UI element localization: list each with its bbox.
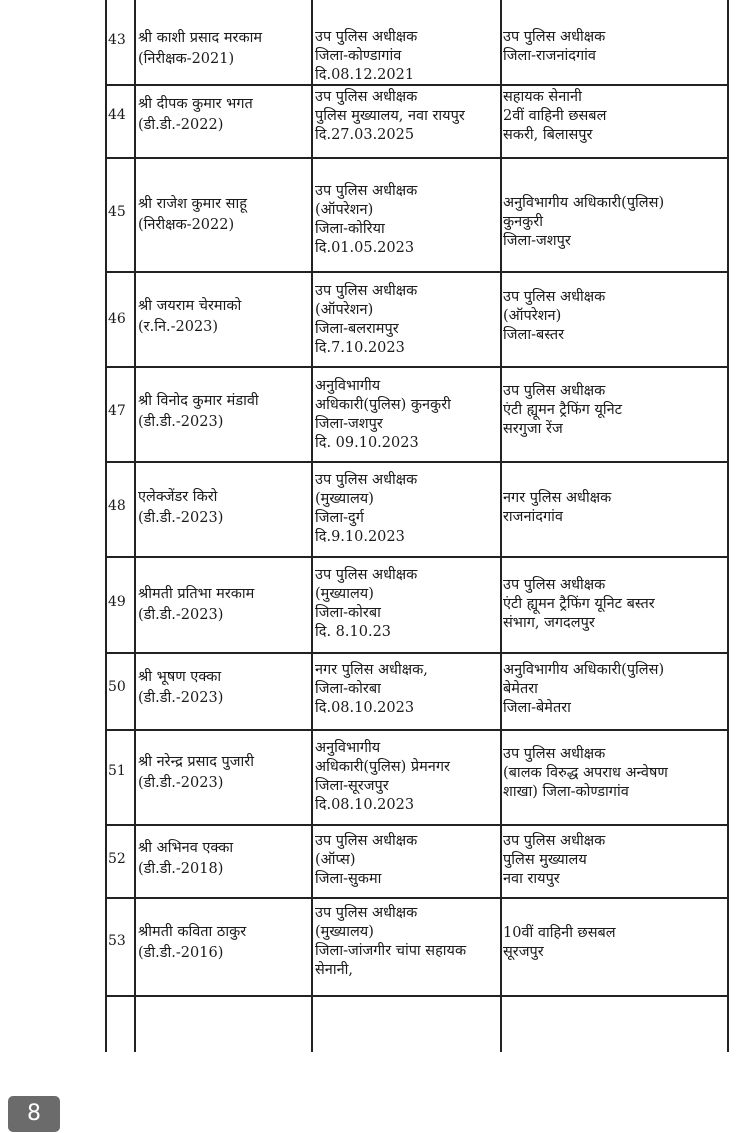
posting-line: जिला-सूरजपुर <box>315 778 389 794</box>
posting-line: सरगुजा रेंज <box>503 421 563 437</box>
posting-line: उप पुलिस अधीक्षक <box>315 89 418 105</box>
posting-line: (मुख्यालय) <box>315 586 374 602</box>
posting-line: जिला-कोण्डागांव <box>315 48 402 64</box>
posting-date: दि.01.05.2023 <box>315 240 415 256</box>
officer-name-cell <box>138 838 310 880</box>
officer-rank-batch: (डी.डी.-2023) <box>138 607 224 623</box>
posting-line: (ऑप्स) <box>315 852 356 868</box>
posting-line: उप पुलिस अधीक्षक <box>315 283 418 299</box>
table-row-divider <box>105 897 728 899</box>
posting-line: जिला-कोरबा <box>315 681 381 697</box>
serial-number: 47 <box>108 403 126 419</box>
posting-line: उप पुलिस अधीक्षक <box>503 833 606 849</box>
posting-date: दि.08.12.2021 <box>315 67 415 83</box>
posting-line: (मुख्यालय) <box>315 924 374 940</box>
table-row-divider <box>105 652 728 654</box>
posting-line: (ऑपरेशन) <box>503 308 562 324</box>
posting-line: जिला-जशपुर <box>503 233 571 249</box>
officer-rank-batch: (डी.डी.-2022) <box>138 117 224 133</box>
officer-name-cell <box>138 752 310 794</box>
officer-rank-batch: (डी.डी.-2023) <box>138 690 224 706</box>
officer-name-cell <box>138 296 310 338</box>
posting-line: जिला-कोरिया <box>315 221 385 237</box>
posting-line: जिला-जशपुर <box>315 416 383 432</box>
posting-date: दि.08.10.2023 <box>315 700 415 716</box>
posting-line: शाखा) जिला-कोण्डागांव <box>503 784 629 800</box>
posting-line: जिला-बलरामपुर <box>315 321 399 337</box>
posting-line: जिला-कोरबा <box>315 605 381 621</box>
officer-name: श्री दीपक कुमार भगत <box>138 96 253 112</box>
posting-line: जिला-बेमेतरा <box>503 700 571 716</box>
current-posting-cell <box>315 282 501 358</box>
officer-name-cell <box>138 194 310 236</box>
officer-name: श्री काशी प्रसाद मरकाम <box>138 30 263 46</box>
current-posting-cell <box>315 88 501 145</box>
serial-number: 48 <box>108 498 126 514</box>
posting-date: दि.7.10.2023 <box>315 340 405 356</box>
posting-line: नगर पुलिस अधीक्षक, <box>315 662 428 678</box>
current-posting-cell <box>315 28 501 85</box>
serial-number: 51 <box>108 763 126 779</box>
posting-line: नगर पुलिस अधीक्षक <box>503 490 612 506</box>
posting-line: उप पुलिस अधीक्षक <box>503 289 606 305</box>
posting-line: (बालक विरुद्ध अपराध अन्वेषण <box>503 765 668 781</box>
table-row-divider <box>105 729 728 731</box>
current-posting-cell <box>315 739 501 815</box>
officer-name-cell <box>138 922 310 964</box>
posting-line: उप पुलिस अधीक्षक <box>503 746 606 762</box>
officer-rank-batch: (डी.डी.-2018) <box>138 861 224 877</box>
officer-name-cell <box>138 584 310 626</box>
posting-line: सेनानी, <box>315 962 354 978</box>
posting-date: दि. 8.10.23 <box>315 624 392 640</box>
table-row-divider <box>105 824 728 826</box>
serial-number: 52 <box>108 851 126 867</box>
table-row-divider <box>105 366 728 368</box>
posting-line: उप पुलिस अधीक्षक <box>315 29 418 45</box>
posting-line: (मुख्यालय) <box>315 491 374 507</box>
posting-line: उप पुलिस अधीक्षक <box>503 383 606 399</box>
posting-line: जिला-दुर्ग <box>315 510 364 526</box>
current-posting-cell <box>315 566 501 642</box>
posting-line: सहायक सेनानी <box>503 89 582 105</box>
officer-rank-batch: (डी.डी.-2023) <box>138 510 224 526</box>
posting-line: उप पुलिस अधीक्षक <box>315 472 418 488</box>
officer-name-cell <box>138 94 310 136</box>
posting-date: दि. 09.10.2023 <box>315 435 419 451</box>
posting-line: पुलिस मुख्यालय, नवा रायपुर <box>315 108 465 124</box>
posting-line: सूरजपुर <box>503 944 544 960</box>
new-posting-cell <box>503 28 725 66</box>
posting-line: उप पुलिस अधीक्षक <box>503 29 606 45</box>
posting-line: नवा रायपुर <box>503 871 560 887</box>
officer-rank-batch: (डी.डी.-2023) <box>138 414 224 430</box>
officer-name: श्री विनोद कुमार मंडावी <box>138 393 259 409</box>
officer-name-cell <box>138 28 310 70</box>
officer-name: श्री भूषण एक्का <box>138 669 222 685</box>
new-posting-cell <box>503 288 725 345</box>
officer-name: श्री नरेन्द्र प्रसाद पुजारी <box>138 754 254 770</box>
officer-name-cell <box>138 667 310 709</box>
posting-date: दि.27.03.2025 <box>315 127 415 143</box>
officer-rank-batch: (निरीक्षक-2022) <box>138 217 235 233</box>
current-posting-cell <box>315 661 501 718</box>
posting-line: अधिकारी(पुलिस) प्रेमनगर <box>315 759 450 775</box>
posting-line: जिला-सुकमा <box>315 871 382 887</box>
posting-line: एंटी ह्यूमन ट्रैफिंग यूनिट बस्तर <box>503 596 655 612</box>
officer-rank-batch: (डी.डी.-2023) <box>138 775 224 791</box>
posting-line: अधिकारी(पुलिस) कुनकुरी <box>315 397 451 413</box>
posting-line: पुलिस मुख्यालय <box>503 852 587 868</box>
officer-name: एलेक्जेंडर किरो <box>138 489 218 505</box>
officer-rank-batch: (र.नि.-2023) <box>138 319 219 335</box>
serial-number: 45 <box>108 204 126 220</box>
serial-number: 46 <box>108 311 126 327</box>
posting-line: अनुविभागीय अधिकारी(पुलिस) <box>503 662 665 678</box>
posting-line: उप पुलिस अधीक्षक <box>503 577 606 593</box>
officer-name: श्रीमती प्रतिभा मरकाम <box>138 586 255 602</box>
officer-rank-batch: (डी.डी.-2016) <box>138 945 224 961</box>
posting-line: 10वीं वाहिनी छसबल <box>503 925 616 941</box>
officer-name-cell <box>138 391 310 433</box>
posting-line: कुनकुरी <box>503 214 544 230</box>
posting-line: (ऑपरेशन) <box>315 202 374 218</box>
serial-number: 43 <box>108 32 126 48</box>
table-row-divider <box>105 461 728 463</box>
new-posting-cell <box>503 88 725 145</box>
officer-name: श्रीमती कविता ठाकुर <box>138 924 247 940</box>
posting-line: (ऑपरेशन) <box>315 302 374 318</box>
new-posting-cell <box>503 661 725 718</box>
officer-name: श्री जयराम चेरमाको <box>138 298 242 314</box>
officer-name-cell <box>138 487 310 529</box>
posting-date: दि.08.10.2023 <box>315 797 415 813</box>
serial-number: 44 <box>108 107 126 123</box>
officer-name: श्री राजेश कुमार साहू <box>138 196 247 212</box>
posting-line: बेमेतरा <box>503 681 538 697</box>
new-posting-cell <box>503 194 725 251</box>
new-posting-cell <box>503 489 725 527</box>
posting-date: दि.9.10.2023 <box>315 529 405 545</box>
posting-line: संभाग, जगदलपुर <box>503 615 595 631</box>
current-posting-cell <box>315 832 501 889</box>
new-posting-cell <box>503 924 725 962</box>
new-posting-cell <box>503 745 725 802</box>
serial-number: 49 <box>108 594 126 610</box>
serial-number: 53 <box>108 933 126 949</box>
posting-line: अनुविभागीय <box>315 740 381 756</box>
posting-line: उप पुलिस अधीक्षक <box>315 905 418 921</box>
posting-line: एंटी ह्यूमन ट्रैफिंग यूनिट <box>503 402 622 418</box>
table-row-divider <box>105 995 728 997</box>
serial-number: 50 <box>108 679 126 695</box>
posting-line: राजनांदगांव <box>503 509 563 525</box>
current-posting-cell <box>315 377 501 453</box>
table-row-divider <box>105 556 728 558</box>
posting-line: 2वीं वाहिनी छसबल <box>503 108 607 124</box>
posting-line: अनुविभागीय अधिकारी(पुलिस) <box>503 195 665 211</box>
posting-line: उप पुलिस अधीक्षक <box>315 183 418 199</box>
new-posting-cell <box>503 832 725 889</box>
page-number-badge: 8 <box>8 1096 60 1132</box>
current-posting-cell <box>315 471 501 547</box>
current-posting-cell <box>315 904 501 980</box>
table-row-divider <box>105 157 728 159</box>
current-posting-cell <box>315 182 501 258</box>
officer-rank-batch: (निरीक्षक-2021) <box>138 51 235 67</box>
posting-line: उप पुलिस अधीक्षक <box>315 833 418 849</box>
posting-line: अनुविभागीय <box>315 378 381 394</box>
posting-line: जिला-जांजगीर चांपा सहायक <box>315 943 467 959</box>
posting-line: उप पुलिस अधीक्षक <box>315 567 418 583</box>
table-row-divider <box>105 271 728 273</box>
posting-line: जिला-राजनांदगांव <box>503 48 596 64</box>
new-posting-cell <box>503 382 725 439</box>
officer-name: श्री अभिनव एक्का <box>138 840 234 856</box>
posting-line: सकरी, बिलासपुर <box>503 127 593 143</box>
new-posting-cell <box>503 576 725 633</box>
posting-line: जिला-बस्तर <box>503 327 565 343</box>
